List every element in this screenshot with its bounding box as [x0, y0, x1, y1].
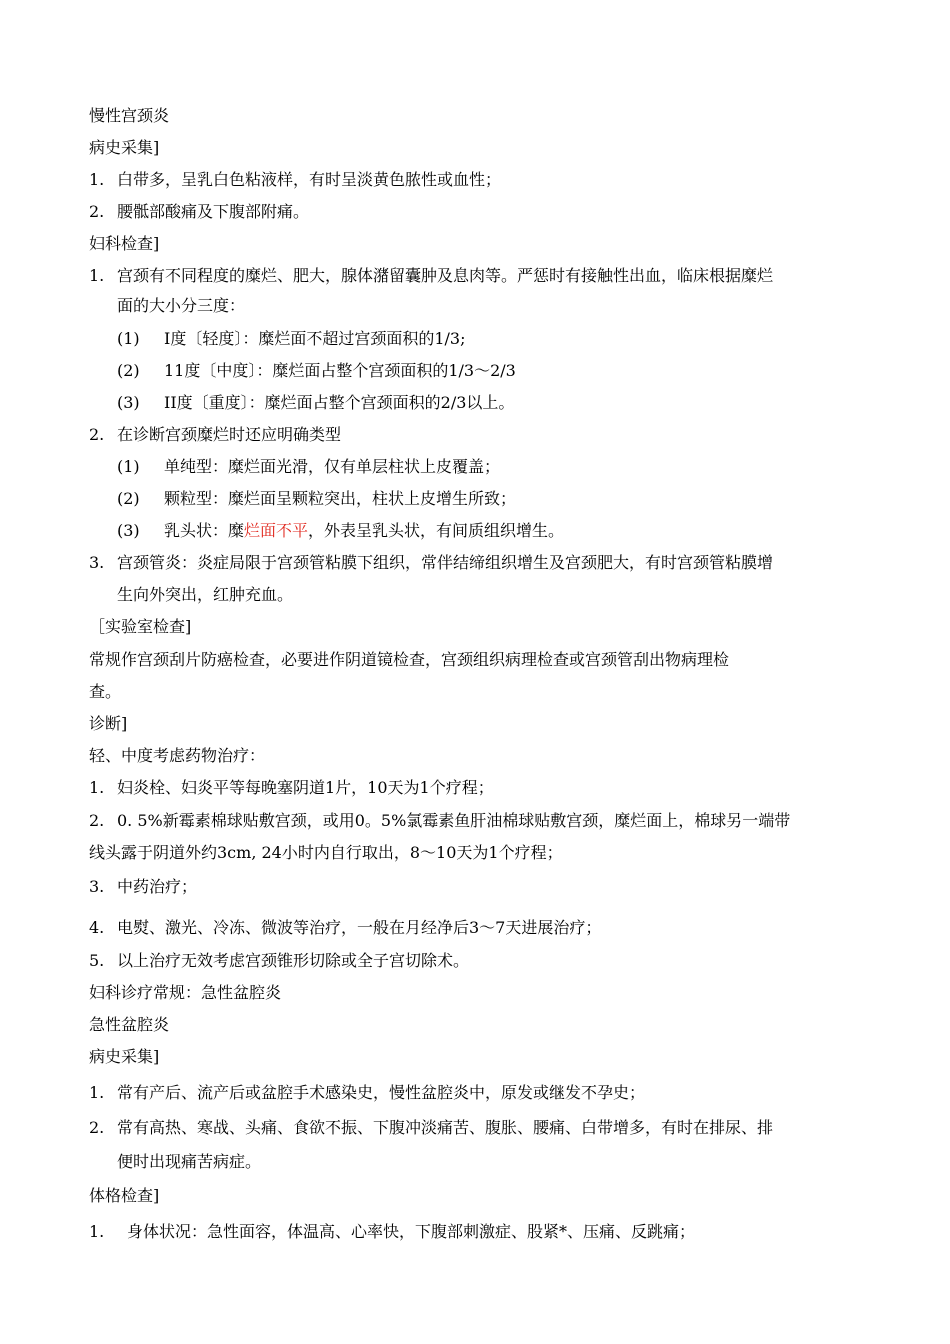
list-number: 4. [89, 918, 105, 937]
list-text-continued: 面的大小分三度： [117, 296, 246, 315]
list-item [89, 918, 602, 938]
sub-number: (1) [117, 457, 140, 476]
list-number: 5. [89, 951, 105, 970]
sub-number: (2) [117, 489, 140, 508]
sub-item [117, 457, 501, 477]
highlighted-text: 烂面不平 [244, 521, 309, 540]
list-item [89, 1118, 774, 1138]
list-text: 身体状况：急性面容，体温高、心率快，下腹部刺激症、股紧*、压痛、反跳痛； [127, 1222, 696, 1241]
sub-item [117, 393, 515, 413]
list-text: 在诊断宫颈糜烂时还应明确类型 [117, 425, 342, 444]
paragraph: 轻、中度考虑药物治疗： [89, 746, 266, 765]
sub-text-part: 乳头状：糜 [164, 521, 245, 540]
section-heading: 病史采集] [89, 1047, 160, 1066]
list-item [89, 1222, 696, 1242]
list-item [89, 1083, 646, 1103]
section-heading: 妇科检查] [89, 234, 160, 253]
sub-text [164, 521, 564, 541]
list-item [89, 877, 198, 897]
list-text-continued: 线头露于阴道外约3cm, 24小时内自行取出，8〜10天为1个疗程； [89, 843, 563, 862]
section-title: 急性盆腔炎 [89, 1015, 170, 1034]
list-text-continued: 便时出现痛苦病症。 [117, 1152, 262, 1171]
list-number: 3. [89, 553, 105, 572]
list-text: 以上治疗无效考虑宫颈锥形切除或全子宫切除术。 [117, 951, 470, 970]
sub-number: (3) [117, 393, 140, 412]
sub-text-part: ，外表呈乳头状，有间质组织增生。 [308, 521, 565, 540]
sub-text: 单纯型：糜烂面光滑，仅有单层柱状上皮覆盖； [164, 457, 501, 476]
list-item [89, 951, 470, 971]
list-text: 0. 5%新霉素棉球贴敷宫颈，或用0。5%氯霉素鱼肝油棉球贴敷宫颈，糜烂面上，棉球另一端带 [117, 811, 791, 830]
sub-item [117, 361, 516, 381]
sub-text: I度〔轻度〕：糜烂面不超过宫颈面积的1/3; [164, 329, 466, 348]
sub-item [117, 489, 517, 509]
sub-text: 11度〔中度〕：糜烂面占整个宫颈面积的1/3〜2/3 [164, 361, 516, 380]
list-text-continued: 生向外突出，红肿充血。 [117, 585, 294, 604]
list-number: 1. [89, 1083, 105, 1102]
section-title: 慢性宫颈炎 [89, 106, 170, 125]
list-number: 1. [89, 778, 105, 797]
list-text: 常有高热、寒战、头痛、食欲不振、下腹冲淡痛苦、腹胀、腰痛、白带增多，有时在排尿、排 [117, 1118, 774, 1137]
list-item [89, 425, 342, 445]
list-item [89, 202, 310, 222]
sub-number: (3) [117, 521, 140, 540]
section-heading: 病史采集] [89, 138, 160, 157]
list-item [89, 811, 791, 831]
list-number: 1. [89, 1222, 105, 1241]
sub-item [117, 329, 466, 349]
list-text: 宫颈有不同程度的糜烂、肥大，腺体潴留囊肿及息肉等。严惩时有接触性出血，临床根据糜烂 [117, 266, 774, 285]
list-text: 中药治疗； [117, 877, 198, 896]
list-item [89, 553, 774, 573]
list-text: 妇炎栓、妇炎平等每晚塞阴道1片，10天为1个疗程； [117, 778, 494, 797]
list-item [89, 170, 502, 190]
list-item [89, 266, 774, 286]
paragraph: 妇科诊疗常规：急性盆腔炎 [89, 983, 282, 1002]
section-heading: ［实验室检查] [89, 617, 192, 636]
list-text: 电熨、激光、冷冻、微波等治疗，一般在月经净后3〜7天进展治疗； [117, 918, 602, 937]
list-number: 3. [89, 877, 105, 896]
list-number: 2. [89, 1118, 105, 1137]
list-number: 1. [89, 170, 105, 189]
list-text: 常有产后、流产后或盆腔手术感染史，慢性盆腔炎中，原发或继发不孕史； [117, 1083, 646, 1102]
list-number: 2. [89, 811, 105, 830]
sub-number: (1) [117, 329, 140, 348]
list-text: 腰骶部酸痛及下腹部附痛。 [117, 202, 310, 221]
paragraph: 常规作宫颈刮片防癌检查，必要进作阴道镜检查，宫颈组织病理检查或宫颈管刮出物病理检 [89, 650, 730, 669]
section-heading: 诊断] [89, 714, 128, 733]
sub-text: II度〔重度〕：糜烂面占整个宫颈面积的2/3以上。 [164, 393, 515, 412]
paragraph-continued: 查。 [89, 682, 122, 701]
list-number: 1. [89, 266, 105, 285]
list-text: 宫颈管炎：炎症局限于宫颈管粘膜下组织，常伴结缔组织增生及宫颈肥大，有时宫颈管粘膜增 [117, 553, 774, 572]
sub-text: 颗粒型：糜烂面呈颗粒突出，柱状上皮增生所致； [164, 489, 517, 508]
list-number: 2. [89, 202, 105, 221]
sub-item [117, 521, 565, 541]
section-heading: 体格检查] [89, 1186, 160, 1205]
sub-number: (2) [117, 361, 140, 380]
list-item [89, 778, 494, 798]
list-text: 白带多，呈乳白色粘液样，有时呈淡黄色脓性或血性； [117, 170, 502, 189]
list-number: 2. [89, 425, 105, 444]
